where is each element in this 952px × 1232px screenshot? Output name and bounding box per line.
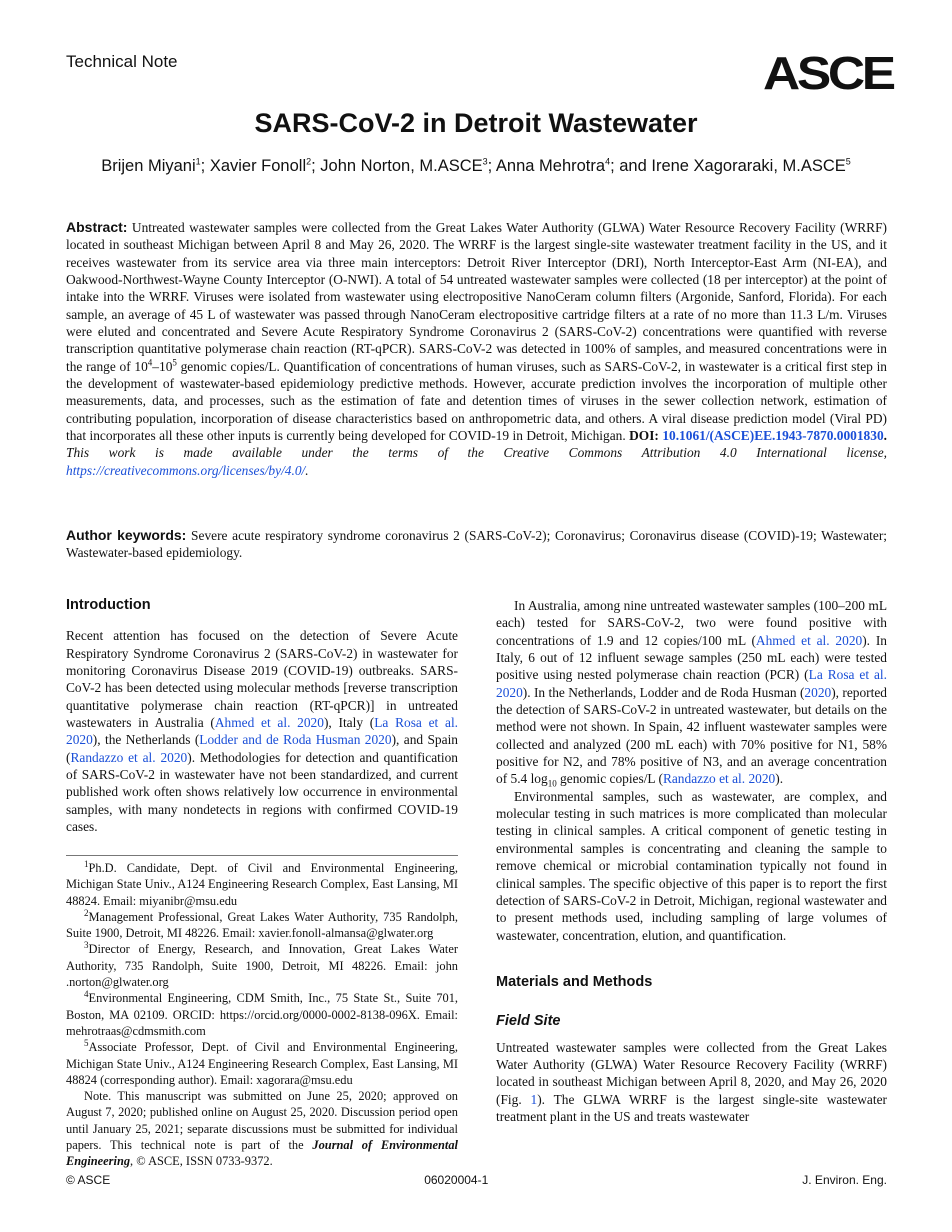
- journal-name: J. Environ. Eng.: [802, 1173, 887, 1187]
- keywords-text: Severe acute respiratory syndrome coronavirus 2 (SARS-CoV-2); Coronavirus; Coronavirus disease (COVID)-19; Wastewater; Wastewater-based epidemiology.: [66, 528, 888, 561]
- superscript: 3: [482, 156, 488, 167]
- citation-link[interactable]: Ahmed et al. 2020: [755, 632, 863, 648]
- superscript: 4: [605, 156, 611, 167]
- superscript: 1: [195, 156, 201, 167]
- text-run: Journal of Environmental Engineering: [66, 1138, 459, 1169]
- superscript: 4: [84, 989, 89, 1000]
- text-run: ), reported the detection of SARS-CoV-2 in untreated wastewater, but details on the method were not shown. In Spain, 42 influent wastewater samples were collected and analyzed (200 mL each) with 70% positive for N1, 58% positive for N2, and 78% positive of N3, and an average concentration of 5.4 log: [496, 684, 887, 787]
- text-run: ), and Spain (: [66, 732, 458, 765]
- text-run: Untreated wastewater samples were collected from the Great Lakes Water Authority (GLWA) Water Resource Recovery Facility (WRRF) located in southeast Michigan between April 8 and May 26, 2020. The WRRF is the largest single-site wastewater treatment facility in the US, and it receives wastewater from its service area via three main interceptors: Detroit River Interceptor (DRI), North Interceptor-East Arm (NI-EA), and Oakwood-Northwest-Wayne County Interceptor (O-NWI). A total of 54 untreated wastewater samples were collected (18 per interceptor) at the point of intake into the WRRF. Viruses were isolated from wastewater using electropositive NanoCeram column filters (Argonide, Sanford, Florida). For each sample, an average of 45 L of wastewater was passed through NanoCeram electropositive cartridge filters at a rate of no more than 11.3 L/m. Viruses were eluted and concentrated and Severe Acute Respiratory Syndrome Coronavirus 2 (SARS-CoV-2) concentrations were quantified with reverse transcription quantitative polymerase chain reaction (RT-qPCR). SARS-CoV-2 was detected in 100% of samples, and measured concentrations were in the range of 10: [66, 220, 887, 374]
- text-run: Associate Professor, Dept. of Civil and Environmental Engineering, Michigan State Univ., A124 Engineering Research Complex, East Lansing, MI 48824 (corresponding author). Email: xagorara@msu.edu: [66, 1040, 458, 1087]
- citation-link[interactable]: La Rosa et al. 2020: [66, 715, 459, 748]
- citation-link[interactable]: 10.1061/(ASCE)EE.1943-7870.0001830: [662, 428, 884, 444]
- citation-link[interactable]: https://creativecommons.org/licenses/by/4.0/: [66, 462, 306, 478]
- paper-title: SARS-CoV-2 in Detroit Wastewater: [254, 108, 698, 138]
- text-run: ; and Irene Xagoraraki, M.ASCE: [610, 157, 846, 175]
- text-run: ).: [775, 771, 784, 787]
- superscript: 2: [306, 156, 312, 167]
- text-run: Ph.D. Candidate, Dept. of Civil and Environmental Engineering, Michigan State Univ., A124 Engineering Research Complex, East Lansing, MI 48824. Email: miyanibr@msu.edu: [66, 861, 458, 908]
- text-run: ). Methodologies for detection and quantification of SARS-CoV-2 in wastewater have not been standardized, and current published work often shows relatively low occurrence in environmental samples, with many nondetects in regions with confirmed COVID-19 cases.: [66, 749, 458, 835]
- text-run: ). In Italy, 6 out of 12 influent sewage samples (250 mL each) were tested positive using nested polymerase chain reaction (PCR) (: [496, 632, 887, 683]
- abstract: [66, 219, 887, 479]
- text-run: ; Xavier Fonoll: [200, 157, 307, 175]
- citation-link[interactable]: 2020: [804, 684, 832, 700]
- text-run: ), the Netherlands (: [92, 732, 200, 748]
- citation-link[interactable]: Randazzo et al. 2020: [662, 771, 776, 787]
- superscript: 1: [84, 858, 89, 869]
- left-column: [66, 597, 458, 835]
- keywords-label: Author keywords:: [66, 527, 187, 543]
- abstract-text: [66, 220, 887, 478]
- subscript: 10: [547, 779, 557, 790]
- text-run: Brijen Miyani: [101, 157, 196, 175]
- text-run: Environmental Engineering, CDM Smith, Inc., 75 State St., Suite 701, Boston, MA 02109. ORCID: https://orcid.org/0000-0002-8138-096X. Email: mehrotraas@cdmsmith.com: [66, 991, 458, 1038]
- text-run: genomic copies/L. Quantification of concentrations of human viruses, such as SARS-CoV-2, in wastewater is a critical first step in the development of wastewater-based epidemiology predictive methods. However, accurate prediction involves the incorporation of multiple other measurements, data, and processes, such as the estimation of fate and detention times of viruses in the sewer collection network, estimation of contributing population, incorporation of disease characteristics based on anthropometric data, and others. A viral disease prediction model (Viral PD) that incorporates all these other inputs is currently being developed for COVID-19 in Detroit, Michigan.: [66, 358, 887, 444]
- text-run: .: [305, 462, 309, 478]
- text-run: In Australia, among nine untreated wastewater samples (100–200 mL each) tested for SARS-CoV-2, two were found positive with concentrations of 1.9 and 12 copies/100 mL (: [496, 598, 887, 648]
- text-run: Recent attention has focused on the detection of Severe Acute Respiratory Syndrome Coronavirus 2 (SARS-CoV-2) in wastewater for monitoring Coronavirus Disease 2019 (COVID-19) outbreaks. SARS-CoV-2 has been detected using molecular methods [reverse transcription quantitative polymerase chain reaction (RT-qPCR)] in untreated wastewaters in Australia (: [66, 628, 458, 731]
- footnote: [66, 1039, 458, 1088]
- intro-paragraph-2: [496, 597, 887, 788]
- text-run: genomic copies/L (: [556, 771, 663, 787]
- abstract-label: Abstract:: [66, 219, 128, 235]
- text-run: Management Professional, Great Lakes Water Authority, 735 Randolph, Suite 1900, Detroit, MI 48226. Email: xavier.fonoll-almansa@glwater.org: [66, 909, 458, 941]
- footnote: [66, 909, 458, 942]
- intro-paragraph-1: [66, 627, 458, 835]
- superscript: 3: [84, 940, 89, 951]
- text-run: Director of Energy, Research, and Innovation, Great Lakes Water Authority, 735 Randolph, Suite 1900, Detroit, MI 48226. Email: john .norton@glwater.org: [66, 942, 458, 990]
- text-run: ; Anna Mehrotra: [487, 157, 606, 175]
- section-label: Technical Note: [66, 52, 178, 71]
- superscript: 4: [147, 357, 153, 368]
- text-run: This work is made available under the terms of the Creative Commons Attribution 4.0 International license,: [66, 445, 887, 461]
- superscript: 2: [84, 907, 89, 918]
- footnote-divider: [66, 855, 458, 856]
- text-run: .: [883, 428, 887, 444]
- superscript: 5: [172, 357, 177, 368]
- citation-link[interactable]: Ahmed et al. 2020: [214, 715, 324, 731]
- footnote: [66, 941, 458, 990]
- citation-link[interactable]: Randazzo et al. 2020: [70, 749, 188, 765]
- introduction-heading: Introduction: [66, 597, 151, 613]
- text-run: ). The GLWA WRRF is the largest single-site wastewater treatment plant in the US and treats wastewater: [496, 1091, 887, 1124]
- text-run: Environmental samples, such as wastewater, are complex, and molecular testing in such matrices is more complicated than molecular testing in clinical samples. A critical component of genetic testing in environmental samples is concentrating and cleaning the sample to remove chemical or microbial contamination typically not found in clinical samples. The specific objective of this paper is to report the first detection of SARS-CoV-2 in Detroit, Michigan, regional wastewater and to present methods used, including sampling of large volumes of wastewater, concentration, elution, and quantification.: [496, 788, 887, 943]
- text-run: ). In the Netherlands, Lodder and de Roda Husman (: [522, 684, 805, 700]
- page-number: 06020004-1: [424, 1173, 489, 1187]
- footnote: [66, 860, 458, 909]
- text-run: Note. This manuscript was submitted on June 25, 2020; approved on August 7, 2020; published online on August 25, 2020. Discussion period open until January 25, 2021; separate discussions must be submitted for individual papers. This technical note is part of the: [66, 1089, 458, 1153]
- text-run: –10: [152, 358, 173, 374]
- text-run: , © ASCE, ISSN 0733-9372.: [130, 1154, 273, 1169]
- field-site-paragraph: [496, 1039, 887, 1126]
- copyright: © ASCE: [66, 1173, 111, 1187]
- citation-link[interactable]: 1: [530, 1091, 538, 1107]
- superscript: 5: [84, 1038, 89, 1049]
- page-footer: [66, 1173, 887, 1187]
- keywords: [66, 527, 887, 562]
- text-run: Untreated wastewater samples were collected from the Great Lakes Water Authority (GLWA) Water Resource Recovery Facility (WRRF) located in southeast Michigan between April 8, 2020, and May 26, 2020 (Fig.: [496, 1039, 887, 1107]
- citation-link[interactable]: Lodder and de Roda Husman 2020: [199, 732, 392, 748]
- footnote: [66, 990, 458, 1039]
- methods-heading: Materials and Methods: [496, 973, 653, 990]
- superscript: 5: [845, 156, 851, 167]
- text-run: DOI:: [629, 428, 663, 444]
- field-site-heading: Field Site: [496, 1013, 561, 1030]
- right-column: [496, 597, 887, 1125]
- footnotes: [66, 860, 458, 1170]
- manuscript-note: [66, 1088, 458, 1169]
- text-run: ; John Norton, M.ASCE: [311, 157, 483, 175]
- text-run: ), Italy (: [323, 715, 375, 731]
- citation-link[interactable]: La Rosa et al. 2020: [496, 667, 887, 700]
- author-list: [0, 157, 952, 176]
- asce-logo: ASCE: [763, 47, 893, 99]
- intro-paragraph-3: [496, 788, 887, 944]
